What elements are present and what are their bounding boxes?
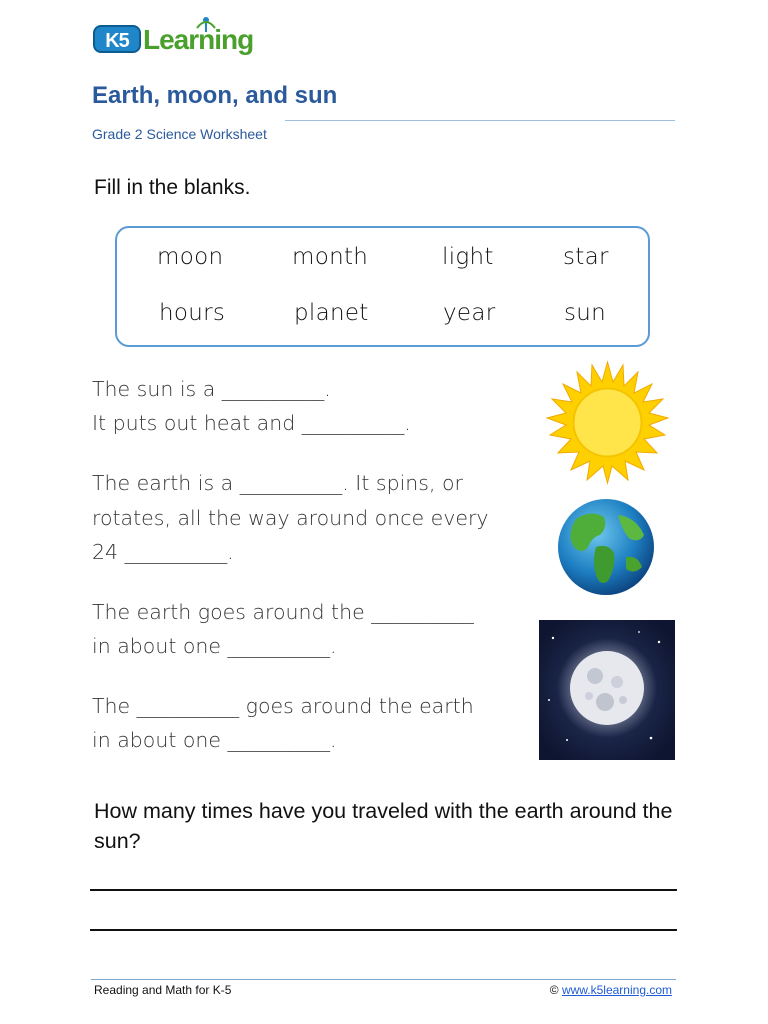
footer-divider	[91, 979, 676, 980]
question-1-line-2: It puts out heat and __________.	[92, 411, 411, 435]
question-3-line-1: The earth goes around the __________	[92, 600, 474, 624]
footer-copyright	[550, 983, 672, 997]
word-bank-item: star	[563, 244, 609, 270]
word-bank	[115, 226, 650, 347]
answer-line	[90, 889, 677, 891]
word-bank-item: moon	[157, 244, 224, 270]
question-2-line-2: rotates, all the way around once every	[92, 506, 489, 530]
sun-icon	[545, 360, 670, 485]
question-2-line-1: The earth is a __________. It spins, or	[92, 471, 463, 495]
earth-icon	[556, 497, 656, 597]
word-bank-item: year	[443, 300, 496, 326]
word-bank-item: planet	[294, 300, 369, 326]
page-subtitle: Grade 2 Science Worksheet	[92, 126, 267, 142]
question-2-line-3: 24 __________.	[92, 540, 234, 564]
title-divider	[285, 120, 675, 121]
instructions: Fill in the blanks.	[94, 176, 251, 199]
open-question: How many times have you traveled with the earth around the sun?	[94, 799, 673, 853]
question-4-line-2: in about one __________.	[92, 728, 337, 752]
word-bank-item: month	[292, 244, 369, 270]
question-1-line-1: The sun is a __________.	[92, 377, 331, 401]
question-4-line-1: The __________ goes around the earth	[92, 694, 474, 718]
word-bank-item: light	[442, 244, 494, 270]
website-link[interactable]: www.k5learning.com	[561, 983, 672, 997]
footer-tagline: Reading and Math for K-5	[94, 983, 232, 997]
question-3-line-2: in about one __________.	[92, 634, 337, 658]
word-bank-item: sun	[564, 300, 607, 326]
moon-icon	[539, 620, 675, 760]
logo-learning-text: Learning	[143, 24, 254, 55]
k5-learning-logo	[93, 18, 263, 58]
word-bank-item: hours	[159, 300, 226, 326]
page-title: Earth, moon, and sun	[92, 82, 338, 109]
answer-line	[90, 929, 677, 931]
logo-k5-badge: K5	[93, 25, 141, 53]
logo-figure-icon	[191, 14, 221, 36]
copyright-symbol: ©	[549, 983, 559, 997]
